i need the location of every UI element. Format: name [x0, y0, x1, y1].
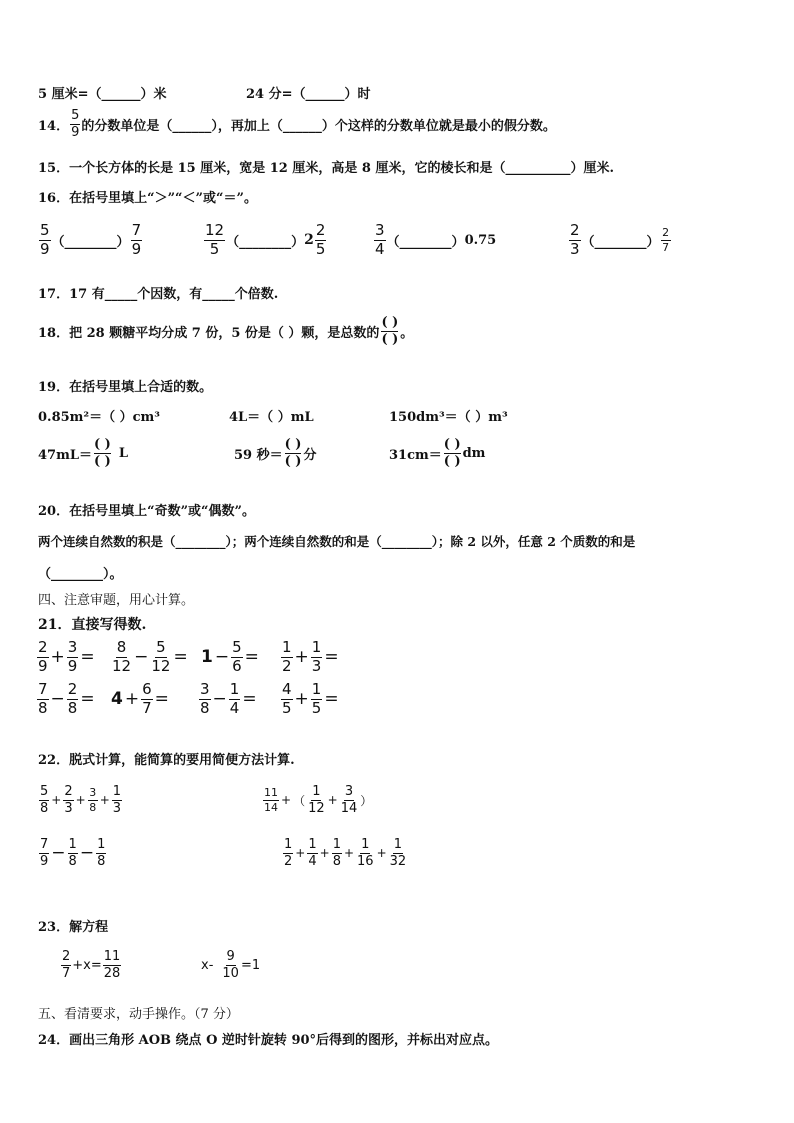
operator: +: [319, 846, 330, 861]
operator: +: [376, 846, 387, 861]
frac: [307, 838, 317, 868]
q19-r2-3-post: dm: [462, 446, 486, 462]
num: 5: [40, 784, 49, 799]
num: 1: [393, 837, 403, 852]
den: 2: [284, 853, 293, 869]
num: 11: [264, 786, 278, 800]
num: 7: [38, 680, 48, 698]
num: 3: [67, 638, 78, 656]
q14-fraction: [70, 109, 80, 139]
question-15: 15．一个长方体的长是 15 厘米，宽是 12 厘米，高是 8 厘米，它的棱长和是（__________）厘米.: [38, 161, 614, 176]
num: 4: [282, 680, 292, 698]
frac: [263, 787, 279, 813]
line-top-right: 24 分=（______）时: [246, 87, 371, 102]
frac: [96, 838, 106, 868]
question-19-title: 19．在括号里填上合适的数。: [38, 380, 213, 395]
den: 12: [151, 656, 171, 675]
q16-item-4: [568, 223, 672, 258]
q22-expr-3: [38, 838, 107, 868]
question-16-title: 16．在括号里填上“＞”“＜”或“＝”。: [38, 191, 257, 206]
question-23-title: 23．解方程: [38, 920, 109, 935]
num: 2: [38, 638, 48, 656]
q19-row2-item1: [38, 438, 128, 470]
q16-3-left-frac: [374, 223, 386, 258]
den: 3: [64, 800, 73, 816]
q19-r2-2-blank-frac: [285, 438, 302, 470]
frac: [103, 950, 122, 980]
frac: [39, 838, 49, 868]
den: 5: [209, 239, 220, 258]
den: 8: [40, 800, 49, 816]
num: 1: [311, 638, 322, 656]
frac: [141, 682, 153, 717]
frac: [311, 682, 323, 717]
den: 8: [68, 853, 77, 869]
frac: [111, 640, 132, 675]
q16-3-blank: （________）: [386, 234, 465, 250]
den: 7: [662, 240, 670, 254]
den: 32: [389, 853, 407, 869]
den: 7: [142, 698, 152, 717]
frac: [63, 785, 73, 815]
frac: [283, 838, 293, 868]
num: 2: [570, 221, 580, 239]
den: 8: [200, 698, 210, 717]
q14-frac-den: 9: [71, 124, 80, 140]
num: 1: [311, 680, 322, 698]
operator: −: [212, 689, 227, 710]
operator: +: [343, 846, 355, 861]
num: 3: [344, 784, 354, 799]
q21-expr-5: [36, 682, 96, 717]
frac: [229, 682, 241, 717]
num: 8: [116, 638, 127, 656]
q22-expr-4: [282, 838, 408, 868]
operator: +: [50, 647, 65, 668]
question-22-title: 22．脱式计算，能简算的要用简便方法计算.: [38, 753, 295, 768]
q22-expr-1: [38, 785, 123, 815]
frac: [68, 838, 78, 868]
q18-blank-den: ( ): [381, 332, 399, 348]
den: 8: [67, 698, 78, 717]
q21-expr-2: [110, 640, 189, 675]
q16-4-blank: （________）: [581, 234, 660, 250]
q19-row1-item3: 150dm³＝（ ）m³: [389, 410, 508, 425]
q16-item-2: [203, 223, 327, 258]
num: 7: [40, 837, 49, 852]
left-paren: （: [293, 793, 306, 808]
num: 1: [361, 837, 370, 852]
num: 6: [142, 680, 152, 698]
q18-blank-fraction: [381, 316, 398, 348]
operator: +: [51, 793, 62, 808]
q21-expr-3: [200, 640, 260, 675]
num: 9: [226, 949, 235, 964]
q19-r2-3-blank-frac: [444, 438, 461, 470]
eq-pre: x-: [201, 957, 214, 973]
num: 1: [97, 837, 106, 852]
question-20-title: 20．在括号里填上“奇数”或“偶数”。: [38, 504, 256, 519]
q16-1-right-frac: [131, 223, 143, 258]
q16-3-right-text: 0.75: [464, 232, 497, 248]
blank-den: ( ): [284, 454, 302, 470]
frac: [311, 640, 323, 675]
operator: −: [50, 689, 65, 710]
q14-frac-num: 5: [71, 108, 80, 123]
eq-mid: +x=: [72, 957, 102, 973]
whole: 1: [201, 647, 213, 668]
q14-number: 14．: [38, 118, 70, 134]
den: 9: [38, 656, 48, 675]
num: 3: [375, 221, 385, 239]
frac: [67, 682, 79, 717]
num: 1: [282, 638, 292, 656]
frac: [281, 682, 293, 717]
q20-line2: （________）。: [38, 567, 123, 582]
frac: [150, 640, 171, 675]
num: 3: [89, 786, 97, 800]
q14-text: 的分数单位是（______），再加上（______）个这样的分数单位就是最小的假分数。: [81, 118, 556, 134]
q19-r2-1-post: L: [118, 446, 128, 462]
frac: [332, 838, 342, 868]
num: 3: [200, 680, 210, 698]
line-top-left: 5 厘米=（______）米: [38, 87, 167, 102]
operator: +: [294, 689, 309, 710]
blank-num: ( ): [94, 438, 111, 454]
q16-2-right-frac: [315, 223, 327, 258]
frac: [88, 787, 98, 813]
den: 14: [340, 800, 358, 816]
blank-num: ( ): [444, 438, 461, 454]
question-21-title: 21．直接写得数.: [38, 617, 147, 633]
q16-item-3: [373, 223, 496, 258]
den: 9: [40, 239, 50, 258]
q16-2-blank: （________）: [226, 234, 305, 250]
q16-4-right-frac: [661, 227, 671, 253]
operator: +: [295, 846, 306, 861]
num: 12: [205, 221, 225, 239]
operator: +: [294, 647, 309, 668]
num: 2: [662, 226, 670, 240]
section-5-heading: 五、看清要求，动手操作。（7 分）: [38, 1007, 239, 1022]
den: 3: [112, 800, 122, 816]
num: 2: [62, 949, 71, 964]
den: 7: [62, 965, 71, 981]
operator: −: [134, 647, 149, 668]
operator: +: [75, 793, 86, 808]
den: 16: [357, 853, 374, 869]
den: 9: [40, 853, 49, 869]
whole: 4: [111, 689, 123, 710]
q16-1-left-frac: [39, 223, 51, 258]
den: 5: [315, 239, 326, 258]
blank-num: ( ): [285, 438, 302, 454]
operator: −: [79, 843, 95, 864]
blank-den: ( ): [94, 454, 111, 470]
q19-row2-item3: [389, 438, 485, 470]
equals: =: [173, 647, 188, 668]
operator: +: [124, 689, 140, 710]
operator: −: [51, 843, 66, 864]
num: 5: [156, 638, 166, 656]
num: 2: [67, 680, 78, 698]
num: 1: [308, 837, 317, 852]
frac: [39, 785, 49, 815]
question-17: 17．17 有_____个因数，有_____个倍数.: [38, 287, 279, 302]
den: 12: [112, 656, 132, 675]
num: 1: [332, 837, 341, 852]
equals: =: [324, 647, 339, 668]
operator: +: [281, 793, 292, 808]
num: 1: [229, 680, 240, 698]
q18-blank-num: ( ): [381, 316, 398, 332]
q22-expr-2: [262, 785, 373, 815]
den: 14: [264, 800, 278, 814]
equals: =: [242, 689, 257, 710]
section-4-heading: 四、注意审题，用心计算。: [38, 593, 195, 608]
den: 4: [308, 853, 317, 869]
q21-expr-8: [280, 682, 340, 717]
q19-r2-3-pre: 31cm＝: [389, 448, 442, 464]
q21-expr-6: [110, 682, 170, 717]
q16-4-left-frac: [569, 223, 581, 258]
operator: −: [214, 647, 230, 668]
num: 1: [312, 784, 321, 799]
q19-r2-1-blank-frac: [94, 438, 111, 470]
den: 28: [103, 965, 121, 981]
q21-expr-7: [198, 682, 258, 717]
q19-r2-2-pre: 59 秒＝: [234, 448, 283, 464]
den: 5: [311, 698, 322, 717]
q18-text: 18．把 28 颗糖平均分成 7 份，5 份是（ ）颗，是总数的: [38, 326, 380, 342]
equals: =: [154, 689, 169, 710]
q21-expr-4: [280, 640, 340, 675]
num: 1: [68, 837, 77, 852]
equals: =: [244, 647, 259, 668]
frac: [340, 785, 359, 815]
den: 4: [229, 698, 240, 717]
frac: [231, 640, 243, 675]
den: 8: [97, 853, 106, 869]
frac: [356, 838, 375, 868]
den: 9: [67, 656, 78, 675]
q21-expr-1: [36, 640, 96, 675]
q16-2-whole: 2: [304, 232, 314, 249]
den: 8: [38, 698, 48, 717]
den: 3: [311, 656, 322, 675]
num: 7: [131, 221, 142, 239]
q18-end: 。: [400, 326, 414, 342]
num: 11: [103, 949, 121, 964]
right-paren: ）: [360, 793, 373, 808]
operator: +: [99, 793, 110, 808]
den: 5: [282, 698, 292, 717]
equals: =: [80, 689, 95, 710]
frac: [67, 640, 79, 675]
num: 2: [64, 784, 73, 799]
den: 4: [375, 239, 385, 258]
num: 2: [315, 221, 326, 239]
den: 8: [89, 800, 97, 814]
den: 9: [131, 239, 142, 258]
q16-1-blank: （________）: [51, 234, 130, 250]
q19-r2-2-post: 分: [303, 448, 317, 464]
q23-equation-2: [201, 950, 260, 980]
q19-row1-item1: 0.85m²＝（ ）cm³: [38, 410, 161, 425]
equals: =: [324, 689, 339, 710]
frac: [61, 950, 71, 980]
den: 10: [222, 965, 239, 981]
den: 3: [570, 239, 580, 258]
num: 5: [232, 638, 242, 656]
question-18: [38, 316, 413, 348]
frac: [37, 682, 49, 717]
q19-row2-item2: [234, 438, 316, 470]
den: 8: [332, 853, 341, 869]
question-14: [38, 109, 556, 139]
frac: [281, 640, 293, 675]
question-24: 24．画出三角形 AOB 绕点 O 逆时针旋转 90°后得到的图形，并标出对应点。: [38, 1033, 499, 1048]
equals: =: [80, 647, 95, 668]
frac: [112, 785, 122, 815]
q20-line1: 两个连续自然数的积是（________）；两个连续自然数的和是（________）；除 2 以外，任意 2 个质数的和是: [38, 534, 636, 549]
frac: [389, 838, 408, 868]
frac: [37, 640, 49, 675]
frac: [307, 785, 326, 815]
frac: [199, 682, 211, 717]
den: 12: [308, 800, 325, 816]
operator: +: [327, 793, 338, 808]
frac: [221, 950, 240, 980]
num: 1: [284, 837, 293, 852]
q19-row1-item2: 4L＝（ ）mL: [229, 410, 314, 425]
num: 5: [40, 221, 50, 239]
eq-post: =1: [240, 957, 261, 973]
num: 1: [112, 784, 122, 799]
q19-r2-1-pre: 47mL＝: [38, 448, 92, 464]
q16-2-left-frac: [204, 223, 225, 258]
den: 6: [232, 656, 242, 675]
blank-den: ( ): [443, 454, 461, 470]
q16-item-1: [38, 223, 143, 258]
q23-equation-1: [60, 950, 122, 980]
den: 2: [282, 656, 292, 675]
